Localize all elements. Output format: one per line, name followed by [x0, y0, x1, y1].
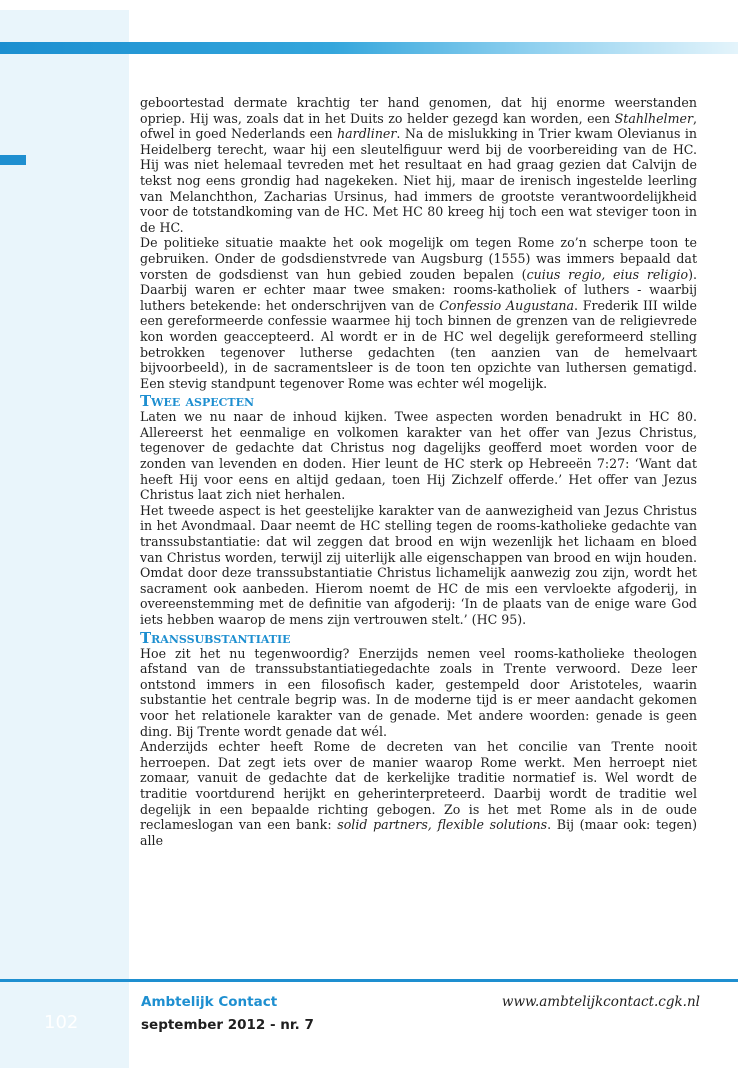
- article-body: [140, 95, 697, 848]
- paragraph-1: geboortestad dermate krachtig ter hand genomen, dat hij enorme weerstanden opriep. Hij was, zoals dat in het Duits zo helder gezegd kan worden, een Stahlhelmer, ofwel in goed Nederlands een hardliner. Na de mislukking in Trier kwam Olevianus in Heidelberg terecht, waar hij een sleutelfiguur werd bij de voorbereiding van de HC. Hij was niet helemaal tevreden met het resultaat en had graag gezien dat Calvijn de tekst nog eens grondig had nagekeken. Niet hij, maar de irenisch ingestelde leerling van Melanchthon, Zacharias Ursinus, had immers de grootste verantwoordelijkheid voor de totstandkoming van de HC. Met HC 80 kreeg hij toch een wat steviger toon in de HC.: [140, 95, 697, 235]
- section-heading-twee-aspecten: Twee aspecten: [140, 392, 255, 411]
- side-tab-marker: [0, 155, 26, 165]
- paragraph-5: Hoe zit het nu tegenwoordig? Enerzijds nemen veel rooms-katholieke theologen afstand van de transsubstantiatiegedachte zoals in Trente verwoord. Deze leer ontstond immers in een filosofisch kader, gestempeld door Aristoteles, waarin substantie het centrale begrip was. In de moderne tijd is er meer aandacht gekomen voor het relationele karakter van de genade. Met andere woorden: genade is geen ding. Bij Trente wordt genade dat wél.: [140, 645, 697, 739]
- header-gradient-bar: [0, 42, 738, 54]
- footer-divider: [0, 979, 738, 982]
- section-heading-transsubstantiatie: Transsubstantiatie: [140, 628, 291, 647]
- publication-title: Ambtelijk Contact: [141, 994, 278, 1010]
- website-url: www.ambtelijkcontact.cgk.nl: [501, 994, 700, 1010]
- paragraph-3: Laten we nu naar de inhoud kijken. Twee aspecten worden benadrukt in HC 80. Allereerst het eenmalige en volkomen karakter van het offer van Jezus Christus, tegenover de gedachte dat Christus nog dagelijks geofferd moet worden voor de zonden van levenden en doden. Hier leunt de HC sterk op Hebreeën 7:27: ‘Want dat heeft Hij voor eens en altijd gedaan, toen Hij Zichzelf offerde.’ Het offer van Jezus Christus laat zich niet herhalen.: [140, 409, 697, 503]
- left-margin-panel: [0, 10, 129, 1068]
- paragraph-4: Het tweede aspect is het geestelijke karakter van de aanwezigheid van Jezus Christus in het Avondmaal. Daar neemt de HC stelling tegen de rooms-katholieke gedachte van transsubstantiatie: dat wil zeggen dat brood en wijn wezenlijk het lichaam en bloed van Christus worden, terwijl zij uiterlijk alle eigenschappen van brood en wijn houden. Omdat door deze transsubstantiatie Christus lichamelijk aanwezig zou zijn, wordt het sacrament ook aanbeden. Hierom noemt de HC de mis een vervloekte afgoderij, in overeenstemming met de definitie van afgoderij: ‘In de plaats van de enige ware God iets hebben waarop de mens zijn vertrouwen stelt.’ (HC 95).: [140, 502, 697, 627]
- paragraph-2: De politieke situatie maakte het ook mogelijk om tegen Rome zo’n scherpe toon te gebruiken. Onder de godsdienstvrede van Augsburg (1555) was immers bepaald dat vorsten de godsdienst van hun gebied zouden bepalen (cuius regio, eius religio). Daarbij waren er echter maar twee smaken: rooms-katholiek of luthers - waarbij luthers betekende: het onderschrijven van de Confessio Augustana. Frederik III wilde een gereformeerde confessie waarmee hij toch binnen de grenzen van de religievrede kon worden geaccepteerd. Al wordt er in de HC wel degelijk gereformeerd stelling betrokken tegenover lutherse gedachten (ten aanzien van de hemelvaart bijvoorbeeld), in de sacramentsleer is de toon ten opzichte van luthersen gematigd. Een stevig standpunt tegenover Rome was echter wél mogelijk.: [140, 235, 698, 391]
- page-number: 102: [44, 1012, 79, 1033]
- issue-label: september 2012 - nr. 7: [141, 1017, 314, 1033]
- paragraph-6: Anderzijds echter heeft Rome de decreten van het concilie van Trente nooit herroepen. Dat zegt iets over de manier waarop Rome werkt. Men herroept niet zomaar, vanuit de gedachte dat de kerkelijke traditie normatief is. Wel wordt de traditie voortdurend herijkt en geherinterpreteerd. Daarbij wordt de traditie wel degelijk in een bepaalde richting gebogen. Zo is het met Rome als in de oude reclameslogan van een bank: solid partners, flexible solutions. Bij (maar ook: tegen) alle: [140, 739, 698, 848]
